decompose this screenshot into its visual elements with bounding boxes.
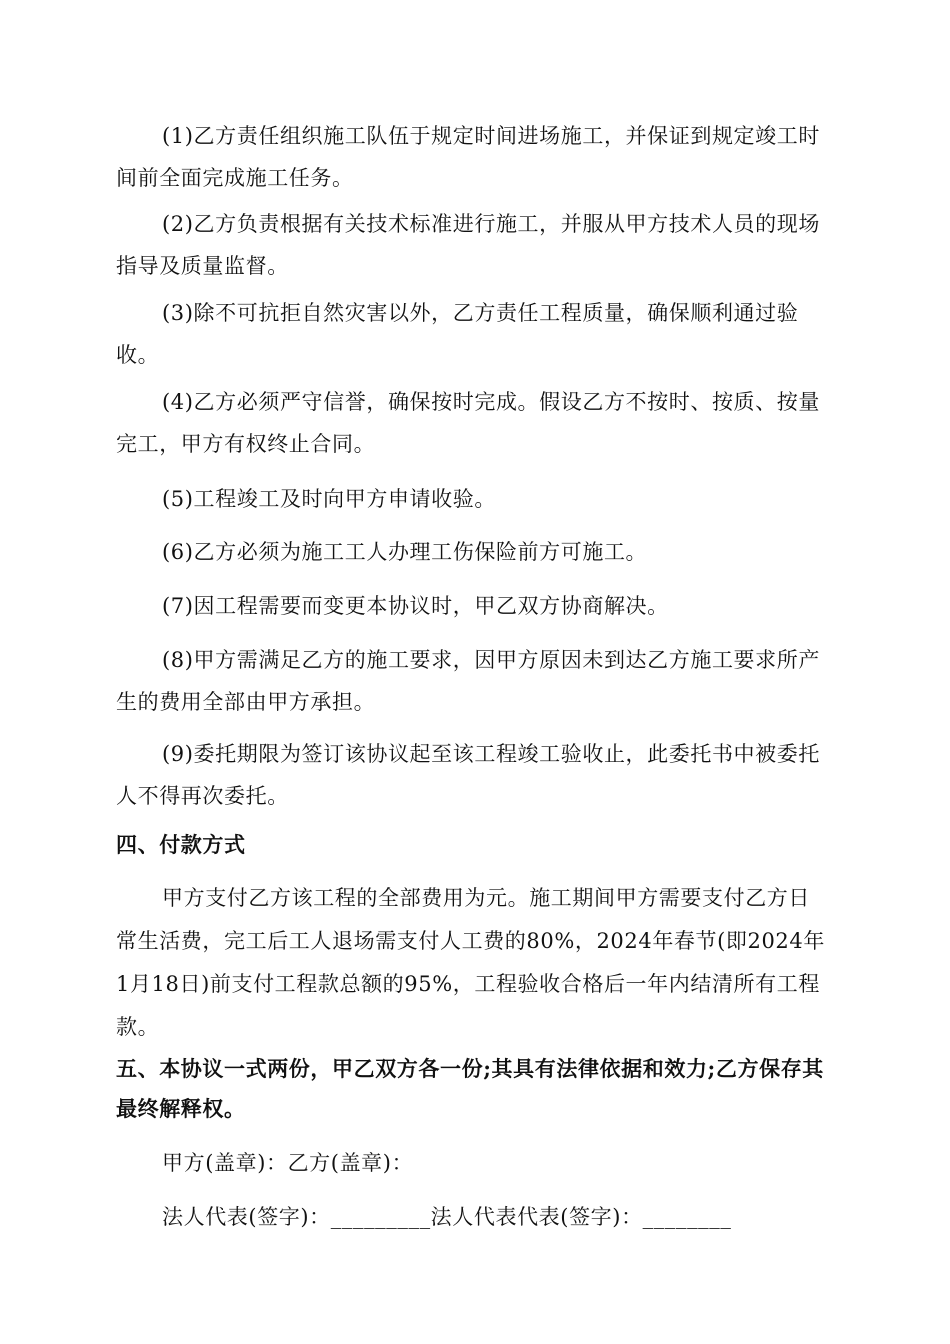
clause-3: (3)除不可抗拒自然灾害以外，乙方责任工程质量，确保顺利通过验收。 — [116, 301, 799, 367]
clause-9: (9)委托期限为签订该协议起至该工程竣工验收止，此委托书中被委托人不得再次委托。 — [116, 742, 820, 808]
clause-7: (7)因工程需要而变更本协议时，甲乙双方协商解决。 — [162, 594, 669, 618]
clause-6: (6)乙方必须为施工工人办理工伤保险前方可施工。 — [162, 540, 648, 564]
clause-5: (5)工程竣工及时向甲方申请收验。 — [162, 487, 496, 511]
clause-1: (1)乙方责任组织施工队伍于规定时间进场施工，并保证到规定竣工时间前全面完成施工任务。 — [116, 124, 820, 190]
seal-line: 甲方(盖章)：乙方(盖章)： — [162, 1151, 414, 1175]
payment-terms: 甲方支付乙方该工程的全部费用为元。施工期间甲方需要支付乙方日常生活费，完工后工人退场需支付人工费的80%，2024年春节(即2024年1月18日)前支付工程款总额的95%，工程验收合格后一年内结清所有工程款。 — [116, 886, 825, 1039]
clause-4: (4)乙方必须严守信誉，确保按时完成。假设乙方不按时、按质、按量完工，甲方有权终止合同。 — [116, 390, 820, 456]
clause-2: (2)乙方负责根据有关技术标准进行施工，并服从甲方技术人员的现场指导及质量监督。 — [116, 212, 820, 278]
section-4-heading: 四、付款方式 — [116, 832, 246, 857]
clause-8: (8)甲方需满足乙方的施工要求，因甲方原因未到达乙方施工要求所产生的费用全部由甲方承担。 — [116, 648, 820, 714]
section-5-heading: 五、本协议一式两份，甲乙双方各一份;其具有法律依据和效力;乙方保存其最终解释权。 — [116, 1056, 824, 1121]
signature-line: 法人代表(签字)：_________法人代表代表(签字)：________ — [162, 1205, 732, 1229]
